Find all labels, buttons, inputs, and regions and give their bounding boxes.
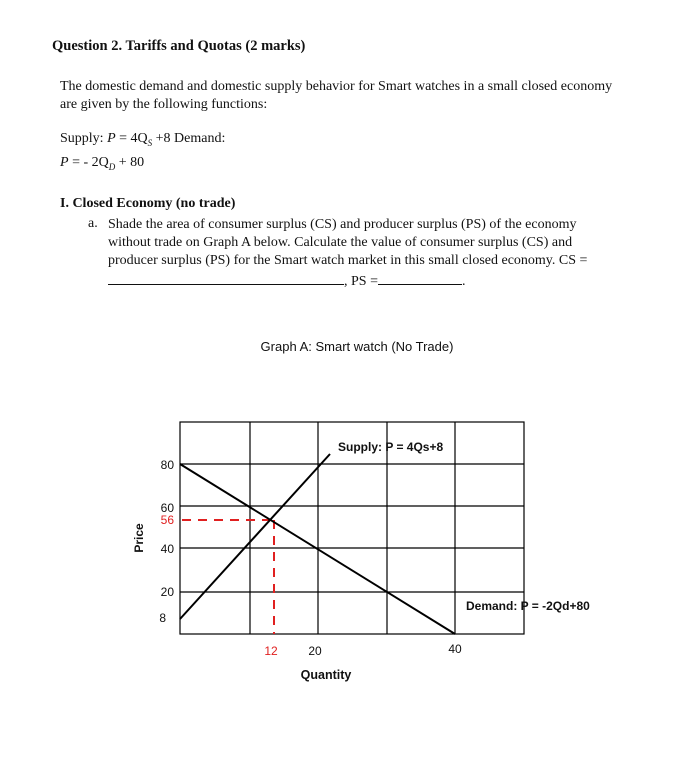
end-period: . [461,274,466,289]
y-tick-60: 60 [160,501,174,515]
y-tick-80: 80 [160,458,174,472]
y-tick-8: 8 [159,611,166,625]
x-tick-12: 12 [264,644,278,658]
supply-equation: Supply: $P = 4Q_S +8$ Demand: [60,131,226,148]
x-tick-20: 20 [308,644,322,658]
ps-label: , PS = [344,274,378,289]
graph-title: Graph A: Smart watch (No Trade) [260,339,454,354]
section-title: I. Closed Economy (no trade) [60,196,236,211]
y-tick-20: 20 [160,585,174,599]
y-tick-56: 56 [160,513,174,527]
x-axis-label: Quantity [300,668,352,682]
supply-label: Supply: P = 4Qs+8 [338,440,444,454]
item-a-text: Shade the area of consumer surplus (CS) and producer surplus (PS) of the economy without trade on Graph A below. Calculate the value of consumer surplus (CS) and producer surplus (PS) for the Smart watch market in this small closed economy. CS = [108,217,588,268]
intro-paragraph: The domestic demand and domestic supply behavior for Smart watches in a small closed economy are given by the following functions: [60,79,613,112]
y-tick-40: 40 [160,542,174,556]
question-title: Question 2. Tariffs and Quotas (2 marks) [52,38,306,54]
demand-equation: P = - $2Q_D + 80$ [60,155,145,172]
demand-label: Demand: P = -2Qd+80 [466,599,590,613]
x-tick-40: 40 [448,642,462,656]
y-axis-label: Price [132,523,146,553]
item-letter: a. [88,216,98,231]
